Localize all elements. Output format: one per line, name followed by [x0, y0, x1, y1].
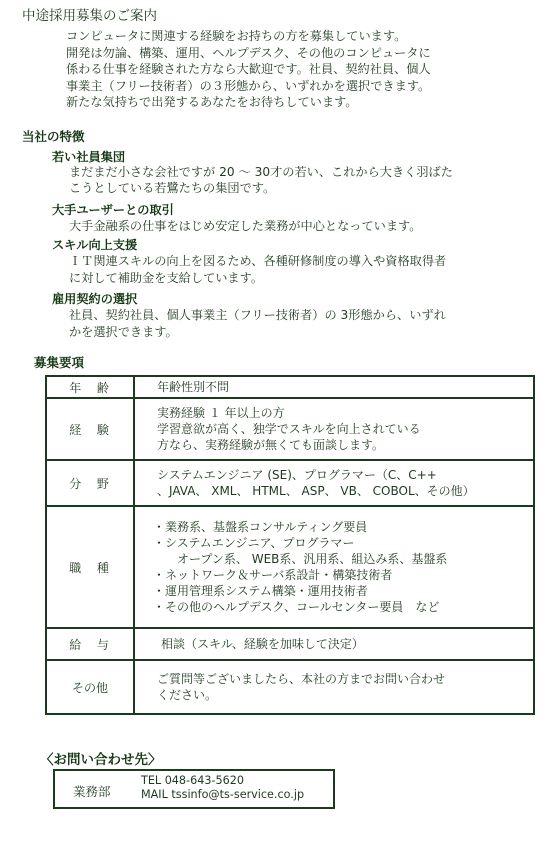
value-line: ・業務系、基盤系コンサルティング要員	[153, 520, 368, 534]
feature-line: 社員、契約社員、個人事業主（フリー技術者）の 3形態から、いずれ	[69, 308, 446, 322]
table-row	[46, 376, 534, 398]
intro-line: 開発は勿論、構築、運用、ヘルプデスク、その他のコンピュータに	[66, 45, 431, 60]
contact-details	[141, 774, 304, 802]
value-line: 、JAVA、 XML、 HTML、 ASP、 VB、 COBOL、その他）	[157, 484, 475, 498]
row-label-job-type: 職 種	[46, 506, 134, 628]
row-label-experience: 経 験	[46, 398, 134, 460]
row-label-salary: 給 与	[46, 628, 134, 660]
value-line: ください。	[157, 688, 218, 702]
feature-line: かを選択できます。	[69, 325, 178, 339]
value-line: ご質問等ございましたら、本社の方までお問い合わせ	[157, 672, 446, 686]
value-line: 実務経験 １ 年以上の方	[157, 406, 285, 420]
intro-line: 事業主（フリー技術者）の３形態から、いずれかを選択できます。	[66, 78, 431, 93]
value-line: オープン系、 WEB系、汎用系、組込み系、基盤系	[153, 552, 448, 566]
features-heading: 当社の特徴	[22, 129, 85, 144]
value-line: 年齢性別不問	[157, 380, 230, 394]
value-line: 相談（スキル、経験を加味して決定）	[161, 637, 364, 651]
row-label-other: その他	[46, 660, 134, 714]
row-value-field	[134, 460, 534, 506]
page-title: 中途採用募集のご案内	[22, 8, 157, 24]
feature-title-skill-support: スキル向上支援	[52, 238, 138, 252]
value-line: ・その他のヘルプデスク、コールセンター要員 など	[153, 600, 440, 614]
contact-heading: 〈お問い合わせ先〉	[40, 752, 162, 768]
intro-line: 係わる仕事を経験された方なら大歓迎です。社員、契約社員、個人	[66, 62, 431, 76]
row-value-age	[134, 376, 534, 398]
table-row	[46, 628, 534, 660]
contact-box	[53, 769, 335, 809]
requirements-heading: 募集要項	[34, 355, 85, 370]
row-value-job-type	[134, 506, 534, 628]
intro-paragraph	[66, 28, 536, 111]
feature-title-employment-choice: 雇用契約の選択	[52, 292, 138, 306]
intro-line: コンピュータに関連する経験をお持ちの方を募集しています。	[66, 29, 407, 43]
row-value-other	[134, 660, 534, 714]
feature-line: こうとしている若鷺たちの集団です。	[69, 181, 276, 195]
intro-line: 新たな気持ちで出発するあなたをお待ちしています。	[66, 95, 358, 109]
value-line: システムエンジニア (SE)、プログラマー（C、C++	[157, 468, 437, 482]
row-value-salary	[134, 628, 534, 660]
contact-mail[interactable]: MAIL tssinfo@ts-service.co.jp	[141, 788, 305, 801]
feature-title-major-clients: 大手ユーザーとの取引	[52, 203, 174, 217]
value-line: 学習意欲が高く、独学でスキルを向上されている	[157, 422, 421, 436]
row-label-age: 年 齢	[46, 376, 134, 398]
value-line: 方なら、実務経験が無くても面談します。	[157, 438, 385, 452]
row-label-field: 分 野	[46, 460, 134, 506]
value-line: ・ネットワーク＆サーバ系設計・構築技術者	[153, 568, 393, 582]
table-row	[46, 398, 534, 460]
feature-title-young-staff: 若い社員集団	[52, 150, 126, 164]
table-row	[46, 460, 534, 506]
value-line: ・運用管理系システム構築・運用技術者	[153, 584, 368, 598]
table-row	[46, 506, 534, 628]
value-line: ・システムエンジニア、プログラマー	[153, 536, 355, 550]
row-value-experience	[134, 398, 534, 460]
contact-tel[interactable]: TEL 048-643-5620	[141, 774, 244, 787]
feature-line: まだまだ小さな会社ですが 20 〜 30才の若い、これから大きく羽ばた	[69, 165, 453, 179]
table-row	[46, 660, 534, 714]
feature-line: ＩＴ関連スキルの向上を図るため、各種研修制度の導入や資格取得者	[69, 254, 447, 268]
requirements-table	[45, 375, 535, 715]
feature-line: 大手金融系の仕事をはじめ安定した業務が中心となっています。	[69, 219, 422, 233]
contact-department: 業務部	[73, 784, 111, 799]
feature-line: に対して補助金を支給しています。	[69, 271, 264, 285]
